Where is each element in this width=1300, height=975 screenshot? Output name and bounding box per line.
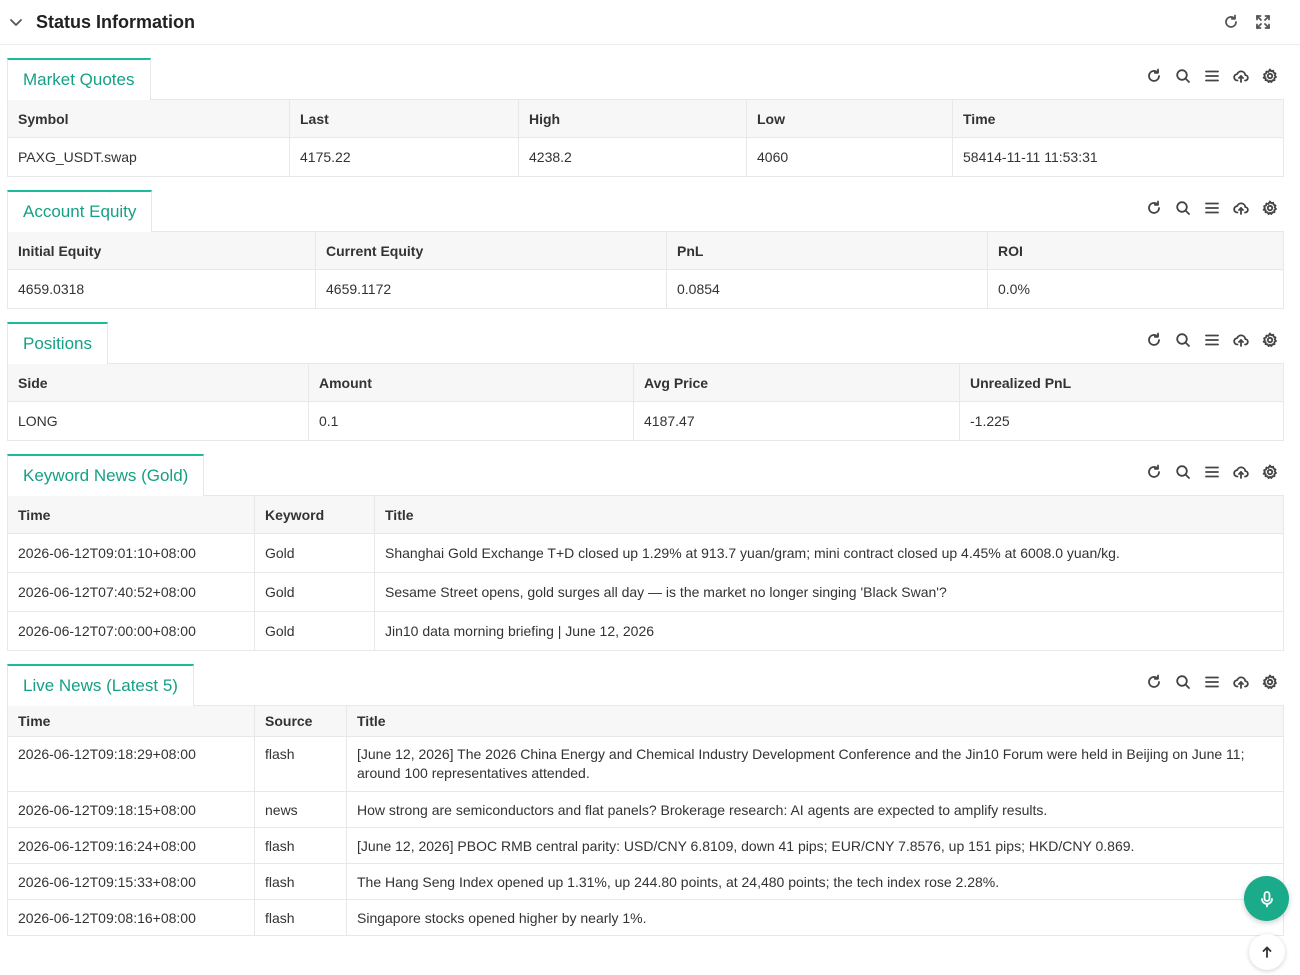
- cell-source: news: [255, 792, 347, 828]
- column-header: Amount: [309, 364, 634, 402]
- cell-time: 2026-06-12T07:00:00+08:00: [8, 612, 255, 651]
- arrow-up-icon: [1260, 945, 1274, 959]
- live-news-panel: [7, 662, 1284, 936]
- panel-toolbar: [1145, 67, 1279, 85]
- cell-time: 2026-06-12T09:15:33+08:00: [8, 864, 255, 900]
- panel-toolbar: [1145, 463, 1279, 481]
- cell-time: 2026-06-12T09:01:10+08:00: [8, 534, 255, 573]
- cell-title[interactable]: How strong are semiconductors and flat panels? Brokerage research: AI agents are expected to amplify results.: [347, 792, 1284, 828]
- column-header: Time: [953, 100, 1284, 138]
- back-to-top-button[interactable]: [1249, 934, 1285, 970]
- gear-icon[interactable]: [1261, 673, 1279, 691]
- cell-title[interactable]: Sesame Street opens, gold surges all day — is the market no longer singing 'Black Swan'?: [375, 573, 1284, 612]
- search-icon[interactable]: [1174, 67, 1192, 85]
- table-row: [8, 402, 1284, 441]
- column-header: Source: [255, 706, 347, 737]
- cloud-upload-icon[interactable]: [1232, 673, 1250, 691]
- list-icon[interactable]: [1203, 67, 1221, 85]
- refresh-icon[interactable]: [1145, 199, 1163, 217]
- table-row: [8, 792, 1284, 828]
- column-header: Avg Price: [634, 364, 960, 402]
- fullscreen-icon[interactable]: [1254, 13, 1272, 31]
- positions-panel: [7, 320, 1284, 441]
- table-row: [8, 138, 1284, 177]
- column-header: Last: [290, 100, 519, 138]
- cell-current-equity: 4659.1172: [316, 270, 667, 309]
- cell-title[interactable]: Shanghai Gold Exchange T+D closed up 1.29% at 913.7 yuan/gram; mini contract closed up 4.45% at 6008.0 yuan/kg.: [375, 534, 1284, 573]
- page-title: Status Information: [36, 11, 196, 32]
- column-header: Low: [747, 100, 953, 138]
- cell-symbol: PAXG_USDT.swap: [8, 138, 290, 177]
- cell-unrealized-pnl: -1.225: [960, 402, 1284, 441]
- refresh-icon[interactable]: [1145, 463, 1163, 481]
- account-equity-panel: [7, 188, 1284, 309]
- gear-icon[interactable]: [1261, 463, 1279, 481]
- voice-input-button[interactable]: [1244, 876, 1289, 921]
- table-row: [8, 737, 1284, 792]
- refresh-icon[interactable]: [1222, 13, 1240, 31]
- cell-source: flash: [255, 864, 347, 900]
- column-header: Current Equity: [316, 232, 667, 270]
- cell-time: 2026-06-12T09:08:16+08:00: [8, 900, 255, 936]
- cell-pnl: 0.0854: [667, 270, 988, 309]
- column-header: ROI: [988, 232, 1284, 270]
- search-icon[interactable]: [1174, 673, 1192, 691]
- tab-account-equity[interactable]: Account Equity: [7, 190, 152, 232]
- column-header: Unrealized PnL: [960, 364, 1284, 402]
- microphone-icon: [1257, 889, 1277, 909]
- chevron-down-icon[interactable]: [8, 14, 24, 30]
- list-icon[interactable]: [1203, 673, 1221, 691]
- cloud-upload-icon[interactable]: [1232, 67, 1250, 85]
- search-icon[interactable]: [1174, 463, 1192, 481]
- list-icon[interactable]: [1203, 331, 1221, 349]
- cell-roi: 0.0%: [988, 270, 1284, 309]
- keyword-news-panel: [7, 452, 1284, 651]
- cell-side: LONG: [8, 402, 309, 441]
- search-icon[interactable]: [1174, 331, 1192, 349]
- gear-icon[interactable]: [1261, 331, 1279, 349]
- table-row: [8, 612, 1284, 651]
- list-icon[interactable]: [1203, 463, 1221, 481]
- column-header: High: [519, 100, 747, 138]
- cell-last: 4175.22: [290, 138, 519, 177]
- cell-amount: 0.1: [309, 402, 634, 441]
- cell-time: 2026-06-12T09:18:15+08:00: [8, 792, 255, 828]
- table-row: [8, 900, 1284, 936]
- panel-toolbar: [1145, 199, 1279, 217]
- table-row: [8, 864, 1284, 900]
- page-header: [0, 0, 1300, 45]
- refresh-icon[interactable]: [1145, 673, 1163, 691]
- cell-high: 4238.2: [519, 138, 747, 177]
- panel-toolbar: [1145, 673, 1279, 691]
- column-header: Keyword: [255, 496, 375, 534]
- cell-title[interactable]: [June 12, 2026] PBOC RMB central parity: USD/CNY 6.8109, down 41 pips; EUR/CNY 7.8576, up 151 pips; HKD/CNY 0.869.: [347, 828, 1284, 864]
- table-row: [8, 828, 1284, 864]
- cell-title[interactable]: Jin10 data morning briefing | June 12, 2026: [375, 612, 1284, 651]
- cell-initial-equity: 4659.0318: [8, 270, 316, 309]
- tab-live-news[interactable]: Live News (Latest 5): [7, 664, 194, 706]
- cell-keyword: Gold: [255, 534, 375, 573]
- table-row: [8, 573, 1284, 612]
- account-equity-table: [7, 231, 1284, 309]
- refresh-icon[interactable]: [1145, 67, 1163, 85]
- cloud-upload-icon[interactable]: [1232, 463, 1250, 481]
- column-header: Time: [8, 706, 255, 737]
- market-quotes-table: [7, 99, 1284, 177]
- column-header: Time: [8, 496, 255, 534]
- column-header: Side: [8, 364, 309, 402]
- cell-keyword: Gold: [255, 612, 375, 651]
- table-row: [8, 270, 1284, 309]
- cell-title[interactable]: The Hang Seng Index opened up 1.31%, up 244.80 points, at 24,480 points; the tech index rose 2.28%.: [347, 864, 1284, 900]
- column-header: PnL: [667, 232, 988, 270]
- cell-time: 2026-06-12T09:18:29+08:00: [8, 737, 255, 792]
- panel-toolbar: [1145, 331, 1279, 349]
- gear-icon[interactable]: [1261, 199, 1279, 217]
- cell-source: flash: [255, 828, 347, 864]
- column-header: Initial Equity: [8, 232, 316, 270]
- cell-avg-price: 4187.47: [634, 402, 960, 441]
- cell-source: flash: [255, 900, 347, 936]
- cell-low: 4060: [747, 138, 953, 177]
- cell-source: flash: [255, 737, 347, 792]
- column-header: Title: [375, 496, 1284, 534]
- tab-positions[interactable]: Positions: [7, 322, 108, 364]
- column-header: Symbol: [8, 100, 290, 138]
- column-header: Title: [347, 706, 1284, 737]
- search-icon[interactable]: [1174, 199, 1192, 217]
- market-quotes-panel: [7, 56, 1284, 177]
- cloud-upload-icon[interactable]: [1232, 199, 1250, 217]
- table-row: [8, 534, 1284, 573]
- cell-keyword: Gold: [255, 573, 375, 612]
- tab-market-quotes[interactable]: Market Quotes: [7, 58, 151, 100]
- cell-title[interactable]: [June 12, 2026] The 2026 China Energy and Chemical Industry Development Conference and the Jin10 Forum were held in Beijing on June 11; around 100 representatives attended.: [347, 737, 1284, 792]
- live-news-table: [7, 705, 1284, 936]
- gear-icon[interactable]: [1261, 67, 1279, 85]
- cell-time: 2026-06-12T09:16:24+08:00: [8, 828, 255, 864]
- cell-time: 58414-11-11 11:53:31: [953, 138, 1284, 177]
- tab-keyword-news[interactable]: Keyword News (Gold): [7, 454, 204, 496]
- list-icon[interactable]: [1203, 199, 1221, 217]
- positions-table: [7, 363, 1284, 441]
- cloud-upload-icon[interactable]: [1232, 331, 1250, 349]
- keyword-news-table: [7, 495, 1284, 651]
- cell-title[interactable]: Singapore stocks opened higher by nearly 1%.: [347, 900, 1284, 936]
- cell-time: 2026-06-12T07:40:52+08:00: [8, 573, 255, 612]
- refresh-icon[interactable]: [1145, 331, 1163, 349]
